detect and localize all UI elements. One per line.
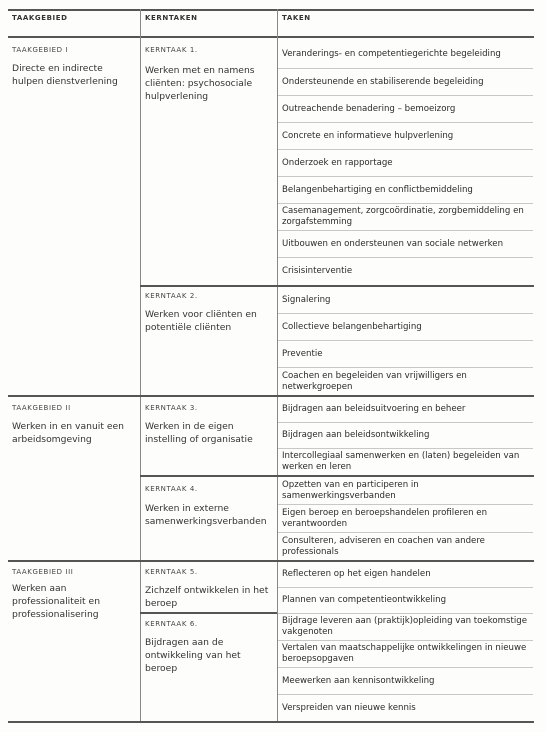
- task-row: [278, 341, 533, 368]
- task-text: Casemanagement, zorgcoördinatie, zorgbemiddeling en zorgafstemming: [282, 206, 524, 227]
- task-row: [278, 368, 533, 395]
- task-row: [278, 614, 533, 641]
- task-row: [278, 69, 533, 96]
- task-row: [278, 477, 533, 505]
- task-row: [278, 588, 533, 614]
- kerntaak-2-title: Werken voor cliënten en potentiële cliënten: [145, 309, 257, 333]
- task-row: [278, 505, 533, 533]
- kerntaak-1-label: KERNTAAK 1.: [145, 46, 198, 54]
- task-row: [278, 231, 533, 258]
- task-text: Opzetten van en participeren in samenwerkingsverbanden: [282, 479, 419, 501]
- task-text: Crisisinterventie: [282, 266, 353, 276]
- task-row: [278, 177, 533, 204]
- kerntaak-1-title: Werken met en namens cliënten: psychosociale hulpverlening: [145, 65, 255, 102]
- kerntaak-rule-6: [140, 612, 277, 614]
- header-kerntaken: KERNTAKEN: [145, 14, 198, 22]
- task-text: Meewerken aan kennisontwikkeling: [282, 675, 435, 686]
- task-row: [278, 314, 533, 341]
- task-row: [278, 641, 533, 668]
- kerntaak-4-title: Werken in externe samenwerkingsverbanden: [145, 503, 267, 527]
- task-text: Reflecteren op het eigen handelen: [282, 569, 431, 579]
- task-text: Bijdrage leveren aan (praktijk)opleiding van toekomstige vakgenoten: [282, 616, 527, 637]
- column-separator-1: [140, 9, 141, 723]
- task-row: [278, 533, 533, 560]
- task-row: [278, 449, 533, 475]
- task-row: [278, 668, 533, 695]
- header-taken: TAKEN: [282, 14, 311, 22]
- task-row: [278, 397, 533, 423]
- task-text: Preventie: [282, 348, 323, 359]
- task-row: [278, 695, 533, 721]
- task-text: Uitbouwen en ondersteunen van sociale netwerken: [282, 238, 504, 249]
- taakgebied-3-title: Werken aan professionaliteit en professionalisering: [12, 583, 101, 620]
- task-text: Consulteren, adviseren en coachen van andere professionals: [282, 535, 485, 557]
- taakgebied-1-label: TAAKGEBIED I: [12, 46, 69, 54]
- header-taakgebied: TAAKGEBIED: [12, 14, 68, 22]
- task-row: [278, 204, 533, 231]
- kerntaak-5-title: Zichzelf ontwikkelen in het beroep: [145, 585, 269, 609]
- task-text: Verspreiden van nieuwe kennis: [282, 702, 416, 713]
- task-text: Veranderings- en competentiegerichte begeleiding: [282, 48, 501, 59]
- task-text: Coachen en begeleiden van vrijwilligers en netwerkgroepen: [282, 370, 467, 392]
- kerntaak-6-title: Bijdragen aan de ontwikkeling van het beroep: [145, 637, 241, 674]
- kerntaak-2-label: KERNTAAK 2.: [145, 292, 198, 300]
- task-row: [278, 150, 533, 177]
- kerntaak-3-title: Werken in de eigen instelling of organisatie: [145, 421, 253, 445]
- task-row: [278, 423, 533, 449]
- taakgebied-2-title: Werken in en vanuit een arbeidsomgeving: [12, 421, 124, 445]
- taakgebied-1-title: Directe en indirecte hulpen dienstverlening: [12, 63, 118, 87]
- top-rule: [8, 9, 534, 11]
- task-text: Vertalen van maatschappelijke ontwikkelingen in nieuwe beroepsopgaven: [282, 643, 527, 664]
- task-text: Intercollegiaal samenwerken en (laten) begeleiden van werken en leren: [282, 451, 520, 472]
- task-row: [278, 40, 533, 69]
- task-text: Ondersteunende en stabiliserende begeleiding: [282, 76, 484, 87]
- kerntaak-4-label: KERNTAAK 4.: [145, 485, 198, 493]
- task-text: Signalering: [282, 294, 331, 305]
- task-row: [278, 258, 533, 285]
- task-text: Outreachende benadering – bemoeizorg: [282, 103, 456, 114]
- task-text: Onderzoek en rapportage: [282, 157, 393, 168]
- bottom-rule: [8, 721, 534, 723]
- task-text: Plannen van competentieontwikkeling: [282, 595, 447, 605]
- kerntaak-5-label: KERNTAAK 5.: [145, 568, 198, 576]
- header-rule: [8, 36, 534, 38]
- task-row: [278, 123, 533, 150]
- task-row: [278, 287, 533, 314]
- task-text: Concrete en informatieve hulpverlening: [282, 130, 454, 141]
- task-text: Collectieve belangenbehartiging: [282, 321, 422, 332]
- taakgebied-2-label: TAAKGEBIED II: [12, 404, 71, 412]
- task-text: Bijdragen aan beleidsontwikkeling: [282, 430, 430, 440]
- kerntaak-6-label: KERNTAAK 6.: [145, 620, 198, 628]
- task-text: Belangenbehartiging en conflictbemiddeling: [282, 184, 473, 195]
- task-text: Eigen beroep en beroepshandelen profileren en verantwoorden: [282, 507, 488, 529]
- task-row: [278, 562, 533, 588]
- taakgebied-3-label: TAAKGEBIED III: [12, 568, 74, 576]
- task-text: Bijdragen aan beleidsuitvoering en beheer: [282, 404, 466, 414]
- task-row: [278, 96, 533, 123]
- kerntaak-3-label: KERNTAAK 3.: [145, 404, 198, 412]
